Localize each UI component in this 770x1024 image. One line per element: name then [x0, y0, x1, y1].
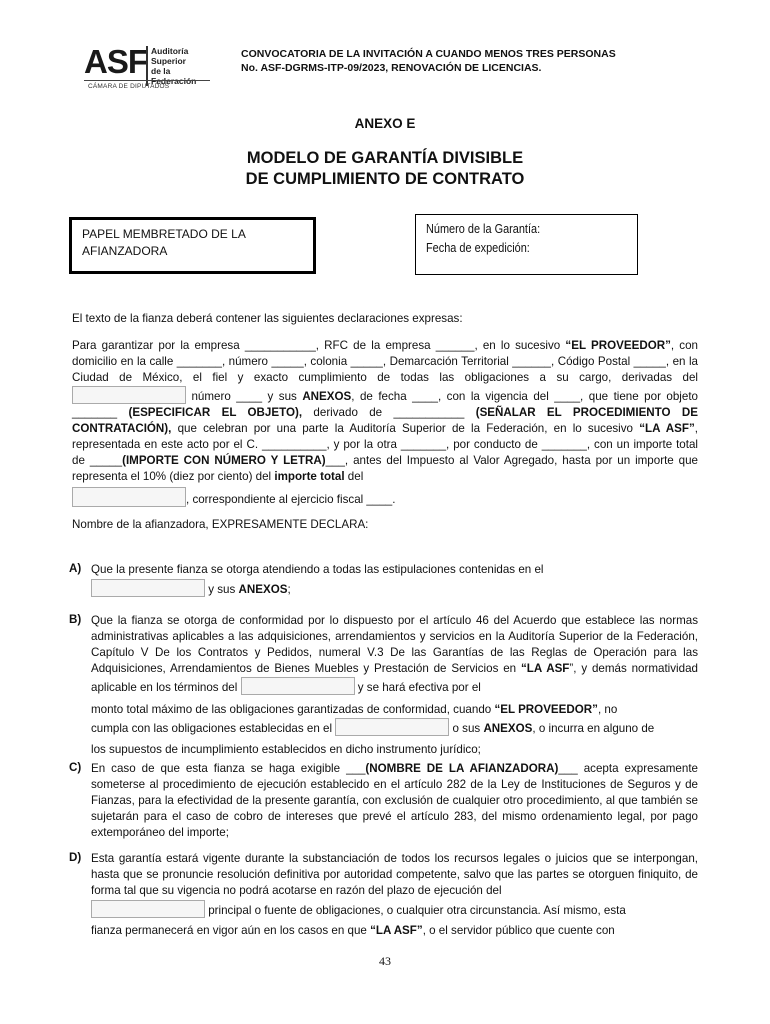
text-bold: ANEXOS — [238, 583, 288, 596]
text-bold: (NOMBRE DE LA AFIANZADORA) — [365, 762, 559, 775]
guarantee-box — [415, 214, 638, 275]
item-c-label: C) — [69, 761, 82, 774]
text-run: ”, y demás normatividad aplicable en los términos del — [91, 662, 698, 694]
text-run: Que la fianza se otorga de conformidad por lo dispuesto por el artículo 46 del Acuerdo que establece las normas administrativas aplicables a las adquisiciones, arrendamientos y servicios en la Auditoría Superior de la Federación, Capítulo V De los Contratos y Pedidos, numeral V.3 De las Garantías de las Reglas de Operación para las Adquisiciones, Arrendamientos de Bienes Muebles y Prestación de Servicios en — [91, 614, 698, 675]
letterhead-line: PAPEL MEMBRETADO DE LA — [82, 227, 246, 241]
document-header — [241, 47, 616, 75]
text-run: fianza permanecerá en vigor aún en los casos en que — [91, 924, 371, 937]
contract-field[interactable] — [241, 677, 355, 695]
item-a-label: A) — [69, 562, 82, 575]
header-line: No. ASF-DGRMS-ITP-09/2023, RENOVACIÓN DE LICENCIAS. — [241, 62, 542, 74]
text-run: Esta garantía estará vigente durante la substanciación de todos los recursos legales o juicios que se interpongan, hasta que se pronuncie resolución definitiva por autoridad competente, salvo que las partes se otorguen finiquito, de forma tal que su vigencia no podrá acotarse en razón del plazo de ejecución del — [91, 852, 698, 897]
declares-text: Nombre de la afianzadora, EXPRESAMENTE DECLARA: — [72, 518, 369, 531]
text-run: que celebran por una parte la Auditoría Superior de la Federación, en lo sucesivo — [171, 422, 640, 435]
logo-sub-line: Superior — [151, 56, 186, 66]
text-run: , con domicilio en la calle _______, número _____, colonia _____, Demarcación Territorial ______, Código Postal _____, en la Ciudad de México, el fiel y exacto cumplimiento de todas las obligaciones a su cargo, derivadas del — [72, 339, 698, 384]
text-run: , no — [597, 703, 618, 716]
text-run: , correspondiente al ejercicio fiscal ____. — [186, 493, 396, 506]
logo-acronym: ASF — [84, 43, 147, 80]
guarantee-paragraph — [72, 338, 698, 508]
logo-sub-line: de la Federación — [151, 66, 197, 86]
contract-total-field[interactable] — [72, 487, 186, 507]
text-run: del — [344, 470, 364, 483]
guarantee-date-label: Fecha de expedición: — [426, 240, 530, 255]
contract-field[interactable] — [72, 386, 186, 404]
text-run: monto total máximo de las obligaciones garantizadas de conformidad, cuando — [91, 703, 495, 716]
text-bold: ANEXOS — [483, 722, 533, 735]
text-bold: “EL PROVEEDOR” — [494, 703, 598, 716]
text-run: ___ acepta expresamente someterse al procedimiento de ejecución establecido en el artículo 282 de la Ley de Instituciones de Seguros y de Fianzas, para la efectividad de la presente garantía, con exclusión de cualquier otro procedimiento, al que también se sujetarán para el caso de cobro de intereses que prevé el artículo 283, del mismo ordenamiento legal, por pago extemporáneo del importe; — [91, 762, 698, 839]
text-bold: importe total — [274, 470, 345, 483]
header-line: CONVOCATORIA DE LA INVITACIÓN A CUANDO MENOS TRES PERSONAS — [241, 48, 616, 60]
title-line: MODELO DE GARANTÍA DIVISIBLE — [246, 149, 524, 167]
text-run: En caso de que esta fianza se haga exigible ___ — [91, 762, 366, 775]
text-run: Que la presente fianza se otorga atendiendo a todas las estipulaciones contenidas en el — [91, 563, 544, 576]
text-run: los supuestos de incumplimiento establecidos en dicho instrumento jurídico; — [91, 743, 481, 756]
item-a-text — [91, 562, 698, 598]
text-bold: (IMPORTE CON NÚMERO Y LETRA) — [122, 454, 326, 467]
text-run: Para garantizar por la empresa ___________, RFC de la empresa ______, en lo sucesivo — [72, 339, 566, 352]
text-run: ; — [287, 583, 291, 596]
text-bold: “LA ASF — [520, 662, 570, 675]
text-bold: “LA ASF” — [370, 924, 423, 937]
text-bold: (SEÑALAR EL PROCEDIMIENTO DE CONTRATACIÓN), — [72, 406, 698, 435]
text-bold: “LA ASF” — [639, 422, 695, 435]
item-c-text — [91, 761, 698, 841]
text-run: cumpla con las obligaciones establecidas en el — [91, 722, 333, 735]
text-bold: “EL PROVEEDOR” — [565, 339, 671, 352]
item-d-text — [91, 851, 698, 939]
text-run: y se hará efectiva por el — [354, 681, 481, 694]
text-run: principal o fuente de obligaciones, o cualquier otra circunstancia. Así mismo, esta — [205, 904, 626, 917]
letterhead-box — [69, 217, 316, 274]
letterhead-line: AFIANZADORA — [82, 244, 168, 258]
logo-sub-line: Auditoría — [151, 46, 189, 56]
text-run: y sus — [205, 583, 239, 596]
text-run: derivado de ___________ — [302, 406, 476, 419]
item-b-label: B) — [69, 613, 82, 626]
logo-divider — [84, 80, 210, 81]
text-run: ___, antes del Impuesto al Valor Agregado, hasta por un importe que representa el 10% (diez por ciento) del — [72, 454, 699, 483]
contract-field[interactable] — [335, 718, 449, 736]
text-bold: (ESPECIFICAR EL OBJETO), — [128, 406, 303, 419]
asf-logo — [84, 44, 212, 96]
text-run: número ____ y sus — [191, 390, 303, 403]
text-bold: ANEXOS — [302, 390, 352, 403]
text-run: , o incurra en alguno de — [532, 722, 655, 735]
intro-text: El texto de la fianza deberá contener las siguientes declaraciones expresas: — [72, 312, 463, 325]
document-title — [0, 148, 770, 190]
guarantee-number-label: Número de la Garantía: — [426, 221, 541, 236]
item-d-label: D) — [69, 851, 82, 864]
annex-label: ANEXO E — [354, 116, 416, 131]
text-run: , representada en este acto por el C. __________, y por la otra _______, por conducto de _______, con un importe total de _____ — [72, 422, 698, 467]
text-run: , de fecha ____, con la vigencia del ____, que tiene por objeto _______ — [72, 390, 698, 419]
text-run: , o el servidor público que cuente con — [422, 924, 615, 937]
item-b-text — [91, 613, 698, 758]
text-run: o sus — [449, 722, 484, 735]
contract-field[interactable] — [91, 900, 205, 918]
title-line: DE CUMPLIMIENTO DE CONTRATO — [245, 170, 525, 188]
contract-field[interactable] — [91, 579, 205, 597]
page-number: 43 — [379, 954, 391, 968]
logo-chamber: CÁMARA DE DIPUTADOS — [88, 83, 170, 90]
